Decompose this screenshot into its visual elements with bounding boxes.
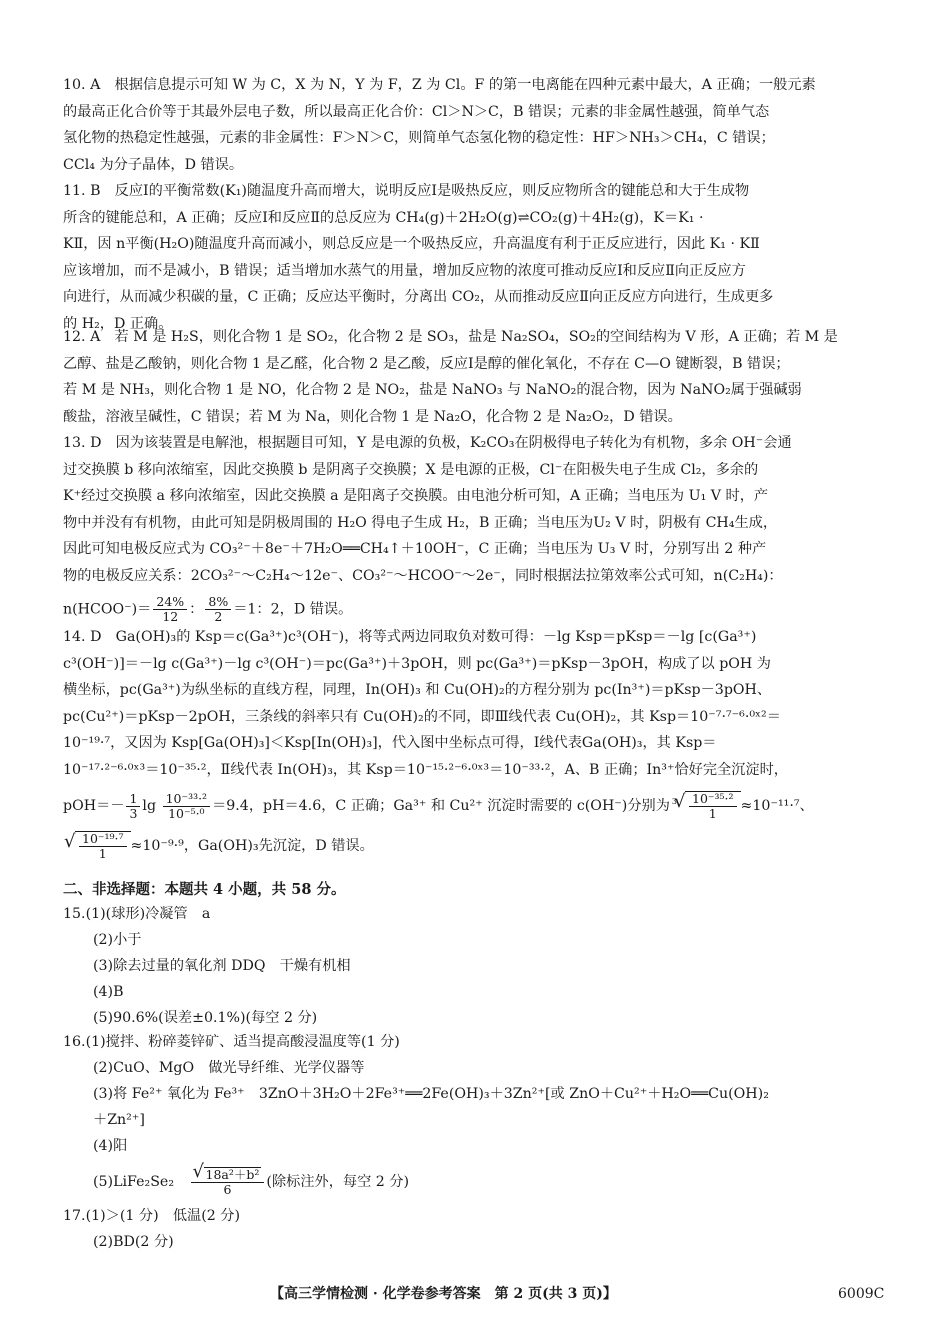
- answer-16-part: 16.(1)搅拌、粉碎菱锌矿、适当提高酸浸温度等(1 分): [63, 1034, 400, 1050]
- fraction: [191, 1167, 265, 1197]
- formula-text: (除标注外，每空 2 分): [266, 1174, 410, 1190]
- answer-16-part5: [63, 1167, 903, 1197]
- fraction: [205, 595, 231, 624]
- answer-12: [63, 324, 903, 430]
- answer-15-part: (4)B: [93, 984, 124, 1000]
- formula-text: (5)LiFe₂Se₂: [93, 1174, 175, 1190]
- answer-10: [63, 72, 903, 178]
- answer-11-line: 的 H₂，D 正确。: [63, 315, 173, 332]
- answer-14: [63, 624, 903, 861]
- answer-16-part: ＋Zn²⁺]: [93, 1112, 145, 1128]
- fraction: [163, 792, 211, 821]
- answer-17-part: (2)BD(2 分): [93, 1234, 174, 1250]
- square-root: [75, 831, 131, 861]
- answer-11-line: KⅡ，因 n平衡(H₂O)随温度升高而减小，则总反应是一个吸热反应，升高温度有利于正反应进行，因此 K₁ · KⅡ: [63, 236, 760, 252]
- answer-15: [63, 901, 903, 1031]
- answer-14-line: 14. D Ga(OH)₃的 Ksp＝c(Ga³⁺)c³(OH⁻)，将等式两边同取负对数可得：－lg Ksp＝pKsp＝－lg [c(Ga³⁺): [63, 629, 757, 645]
- answer-15-part: 15.(1)(球形)冷凝管 a: [63, 906, 211, 922]
- fraction: [79, 832, 127, 861]
- answer-11-line: 所含的键能总和，A 正确；反应Ⅰ和反应Ⅱ的总反应为 CH₄(g)＋2H₂O(g)⇌CO₂(g)＋4H₂(g)，K＝K₁ ·: [63, 209, 704, 226]
- answer-14-formula-line: [63, 831, 903, 861]
- numerator: √ 10⁻¹⁹·⁷: [79, 832, 127, 847]
- answer-13-line: 因此可知电极反应式为 CO₃²⁻＋8e⁻＋7H₂O══CH₄↑＋10OH⁻，C 正确；当电压为 U₃ V 时，分别写出 2 种产: [63, 541, 767, 557]
- footer-code: 6009C: [838, 1286, 885, 1302]
- denominator: 1: [98, 846, 107, 861]
- answer-10-line: 10. A 根据信息提示可知 W 为 C，X 为 N，Y 为 F，Z 为 Cl。F 的第一电离能在四种元素中最大，A 正确；一般元素: [63, 77, 816, 93]
- numerator: 24%: [153, 595, 187, 610]
- answer-16-part: (3)将 Fe²⁺ 氧化为 Fe³⁺ 3ZnO＋3H₂O＋2Fe³⁺══2Fe(OH)₃＋3Zn²⁺[或 ZnO＋Cu²⁺＋H₂O══Cu(OH)₂: [93, 1086, 769, 1102]
- answer-13-line: 物的电极反应关系：2CO₃²⁻～C₂H₄～12e⁻、CO₃²⁻～HCOO⁻～2e⁻，同时根据法拉第效率公式可知，n(C₂H₄)：: [63, 567, 783, 584]
- root-content: 18a²＋b²: [205, 1167, 260, 1182]
- denominator: 10⁻⁵·⁰: [168, 805, 205, 821]
- answer-13-formula-line: [63, 595, 903, 624]
- answer-12-line: 若 M 是 NH₃，则化合物 1 是 NO，化合物 2 是 NO₂，盐是 NaNO₃ 与 NaNO₂的混合物，因为 NaNO₂属于强碱弱: [63, 382, 802, 398]
- numerator: [191, 1167, 265, 1183]
- numerator: 8%: [205, 595, 231, 610]
- answer-11-line: 11. B 反应Ⅰ的平衡常数(K₁)随温度升高而增大，说明反应Ⅰ是吸热反应，则反应物所含的键能总和大于生成物: [63, 183, 750, 199]
- answer-15-part: (2)小于: [93, 932, 142, 948]
- answer-14-line: 横坐标，pc(Ga³⁺)为纵坐标的直线方程，同理，In(OH)₃ 和 Cu(OH)₂的方程分别为 pc(In³⁺)＝pKsp－3pOH、: [63, 682, 772, 698]
- answer-16: [63, 1029, 903, 1197]
- fraction: [126, 792, 140, 821]
- answer-15-part: (3)除去过量的氧化剂 DDQ 干燥有机相: [93, 958, 351, 974]
- fraction: [689, 792, 737, 821]
- answer-10-line: 氢化物的热稳定性越强，元素的非金属性：F＞N＞C，则简单气态氢化物的稳定性：HF＞NH₃＞CH₄，C 错误；: [63, 130, 775, 146]
- answer-12-line: 酸盐，溶液呈碱性，C 错误；若 M 为 Na，则化合物 1 是 Na₂O，化合物 2 是 Na₂O₂，D 错误。: [63, 408, 682, 425]
- root-index: 3: [671, 797, 677, 807]
- numerator: 10⁻³³·²: [163, 792, 211, 807]
- denominator: 2: [214, 609, 223, 624]
- denominator: 6: [223, 1182, 232, 1197]
- denominator: 3: [129, 805, 138, 821]
- answer-12-line: 乙醇、盐是乙酸钠，则化合物 1 是乙醛，化合物 2 是乙酸，反应Ⅰ是醇的催化氧化，不存在 C—O 键断裂，B 错误；: [63, 355, 790, 372]
- numerator: 1: [126, 792, 140, 807]
- formula-text: ＝9.4，pH＝4.6，C 正确；Ga³⁺ 和 Cu²⁺ 沉淀时需要的 c(OH⁻)分别为: [212, 798, 670, 814]
- formula-text: lg: [142, 798, 157, 814]
- answer-14-line: c³(OH⁻)]＝－lg c(Ga³⁺)－lg c³(OH⁻)＝pc(Ga³⁺)＋3pOH，则 pc(Ga³⁺)＝pKsp－3pOH，构成了以 pOH 为: [63, 655, 771, 672]
- answer-16-part: (2)CuO、MgO 做光导纤维、光学仪器等: [93, 1060, 365, 1076]
- formula-suffix: ＝1：2，D 错误。: [233, 601, 353, 618]
- denominator: 12: [162, 609, 179, 624]
- answer-10-line: CCl₄ 为分子晶体，D 错误。: [63, 156, 244, 173]
- answer-11: [63, 178, 903, 337]
- fraction: [153, 595, 187, 624]
- answer-16-part: (4)阳: [93, 1138, 128, 1154]
- answer-11-line: 向进行，从而减少积碳的量，C 正确；反应达平衡时，分离出 CO₂，从而推动反应Ⅱ向正反应方向进行，生成更多: [63, 289, 774, 305]
- section-heading: 二、非选择题：本题共 4 小题，共 58 分。: [63, 881, 346, 898]
- answer-12-line: 12. A 若 M 是 H₂S，则化合物 1 是 SO₂，化合物 2 是 SO₃，盐是 Na₂SO₄，SO₂的空间结构为 V 形，A 正确；若 M 是: [63, 329, 838, 345]
- answer-10-line: 的最高正化合价等于其最外层电子数，所以最高正化合价：Cl＞N＞C，B 错误；元素的非金属性越强，简单气态: [63, 103, 770, 120]
- answer-17: [63, 1203, 903, 1255]
- formula-prefix: n(HCOO⁻)＝: [63, 601, 152, 618]
- square-root: [204, 1167, 262, 1182]
- answer-14-line: 10⁻¹⁷·²⁻⁶·⁰ˣ³＝10⁻³⁵·²，Ⅱ线代表 In(OH)₃，其 Ksp＝10⁻¹⁵·²⁻⁶·⁰ˣ³＝10⁻³³·²，A、B 正确；In³⁺恰好完全沉淀时，: [63, 761, 788, 778]
- answer-11-line: 应该增加，而不是减小，B 错误；适当增加水蒸气的用量，增加反应物的浓度可推动反应Ⅰ和反应Ⅱ向正反应方: [63, 262, 746, 279]
- answer-15-part: (5)90.6%(误差±0.1%)(每空 2 分): [93, 1010, 318, 1026]
- footer-title: 【高三学情检测 · 化学卷参考答案 第 2 页(共 3 页)】: [270, 1286, 617, 1302]
- formula-text: ≈10⁻¹¹·⁷、: [740, 798, 814, 814]
- answer-13-line: 13. D 因为该装置是电解池，根据题目可知，Y 是电源的负极，K₂CO₃在阴极得电子转化为有机物，多余 OH⁻会通: [63, 435, 792, 451]
- numerator: √ 10⁻³⁵·²: [689, 792, 737, 807]
- ratio-separator: ：: [189, 601, 204, 618]
- answer-13-line: 物中并没有有机物，由此可知是阴极周围的 H₂O 得电子生成 H₂，B 正确；当电压为U₂ V 时，阴极有 CH₄生成，: [63, 514, 778, 531]
- answer-14-line: 10⁻¹⁹·⁷，又因为 Ksp[Ga(OH)₃]＜Ksp[In(OH)₃]，代入图中坐标点可得，Ⅰ线代表Ga(OH)₃，其 Ksp＝: [63, 735, 717, 751]
- formula-text: pOH＝－: [63, 798, 125, 814]
- denominator: 1: [708, 806, 717, 821]
- answer-13: [63, 430, 903, 624]
- answer-14-formula-line: [63, 791, 903, 821]
- answer-13-line: 过交换膜 b 移向浓缩室，因此交换膜 b 是阴离子交换膜；X 是电源的正极，Cl⁻在阳极失电子生成 Cl₂，多余的: [63, 461, 759, 478]
- answer-14-line: pc(Cu²⁺)＝pKsp－2pOH，三条线的斜率只有 Cu(OH)₂的不同，即Ⅲ线代表 Cu(OH)₂，其 Ksp＝10⁻⁷·⁷⁻⁶·⁰ˣ²＝: [63, 708, 781, 725]
- answer-13-line: K⁺经过交换膜 a 移向浓缩室，因此交换膜 a 是阳离子交换膜。由电池分析可知，A 正确；当电压为 U₁ V 时，产: [63, 488, 769, 504]
- cube-root: [685, 791, 741, 821]
- answer-17-part: 17.(1)＞(1 分) 低温(2 分): [63, 1208, 240, 1224]
- formula-text: ≈10⁻⁹·⁹，Ga(OH)₃先沉淀，D 错误。: [130, 838, 374, 854]
